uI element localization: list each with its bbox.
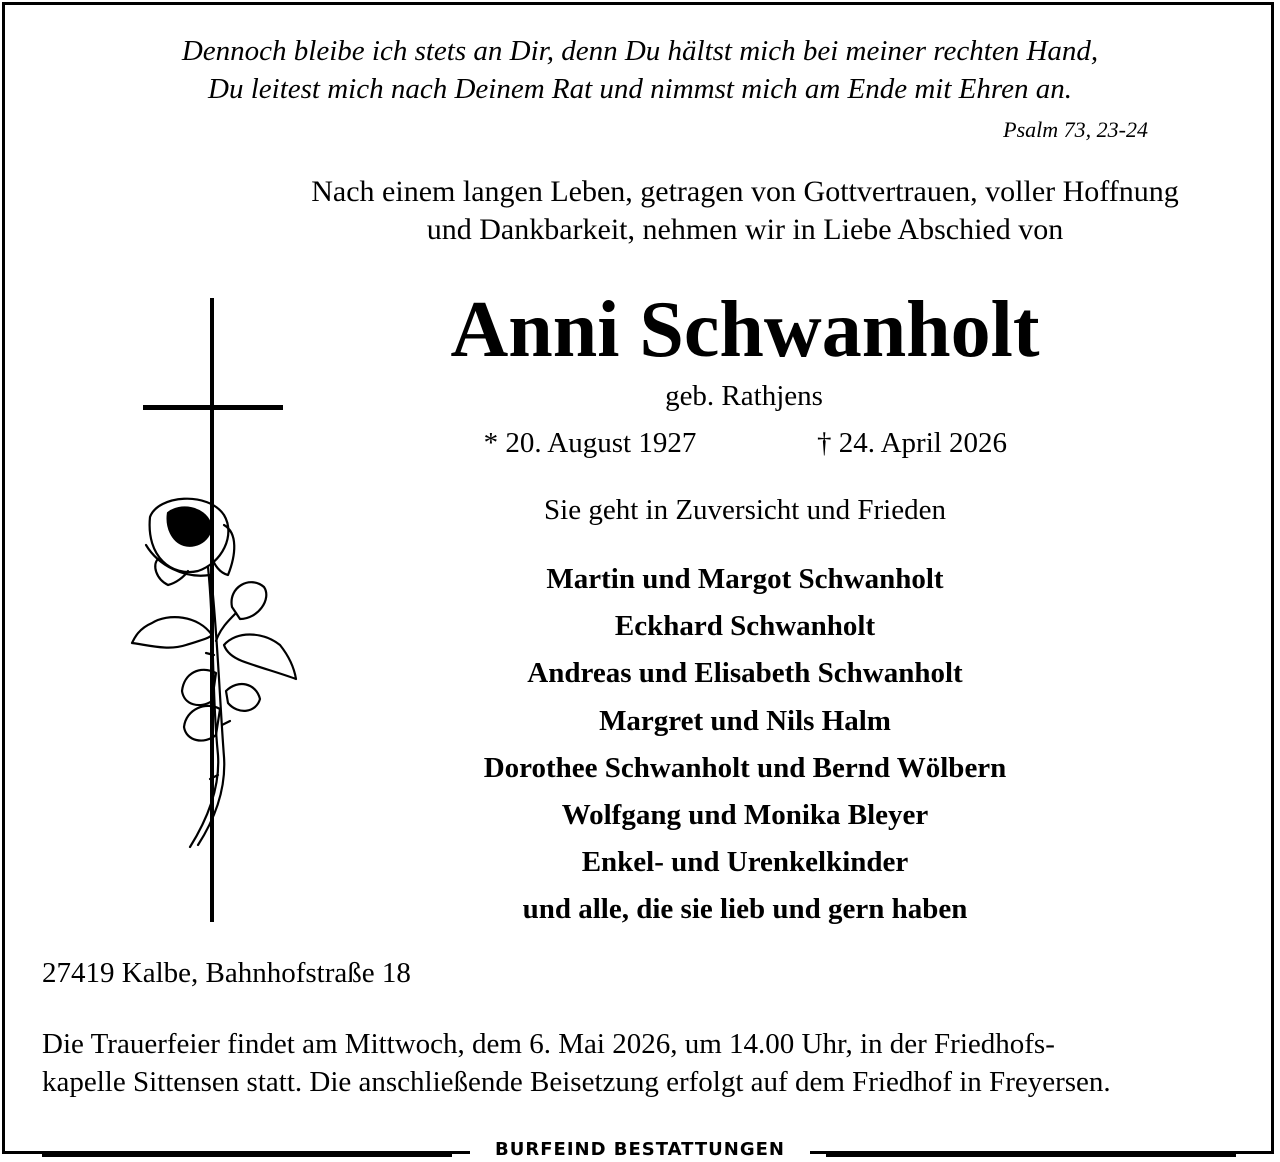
mourner-line: Enkel- und Urenkelkinder — [581, 846, 909, 879]
intro-line-1: Nach einem langen Leben, getragen von Gottvertrauen, voller Hoffnung — [311, 175, 1179, 208]
mourners-list — [400, 560, 1090, 938]
mourner-line: Martin und Margot Schwanholt — [546, 563, 944, 595]
ceremony-text — [42, 1025, 1242, 1101]
footer-rule-left — [42, 1154, 452, 1157]
rose-icon — [128, 495, 303, 855]
mourner-line: und alle, die sie lieb und gern haben — [522, 893, 968, 926]
mourner-line: Eckhard Schwanholt — [614, 610, 876, 643]
motto: Sie geht in Zuversicht und Frieden — [544, 494, 946, 526]
funeral-home-logo: BURFEIND BESTATTUNGEN — [470, 1138, 810, 1162]
maiden-name: geb. Rathjens — [665, 380, 823, 412]
verse-line-1: Dennoch bleibe ich stets an Dir, denn Du hältst mich bei meiner rechten Hand, — [181, 35, 1099, 67]
birth-date: * 20. August 1927 — [483, 427, 697, 459]
address: 27419 Kalbe, Bahnhofstraße 18 — [42, 957, 411, 989]
intro-line-2: und Dankbarkeit, nehmen wir in Liebe Abschied von — [426, 213, 1064, 246]
mourner-line: Andreas und Elisabeth Schwanholt — [527, 657, 963, 690]
ceremony-line-1: Die Trauerfeier findet am Mittwoch, dem 6. Mai 2026, um 14.00 Uhr, in der Friedhofs- — [42, 1028, 1055, 1060]
mourner-line: Dorothee Schwanholt und Bernd Wölbern — [483, 751, 1007, 784]
death-date: † 24. April 2026 — [816, 427, 1008, 459]
mourner-line: Wolfgang und Monika Bleyer — [561, 798, 929, 831]
ceremony-line-2: kapelle Sittensen statt. Die anschließende Beisetzung erfolgt auf dem Friedhof in Freyersen. — [42, 1066, 1111, 1098]
footer-rule-right — [826, 1154, 1236, 1157]
cross-bar — [143, 405, 283, 410]
deceased-name: Anni Schwanholt — [450, 286, 1040, 374]
verse-line-2: Du leitest mich nach Deinem Rat und nimmst mich am Ende mit Ehren an. — [208, 73, 1072, 105]
psalm-reference: Psalm 73, 23-24 — [1003, 117, 1148, 142]
mourner-line: Margret und Nils Halm — [599, 704, 891, 737]
